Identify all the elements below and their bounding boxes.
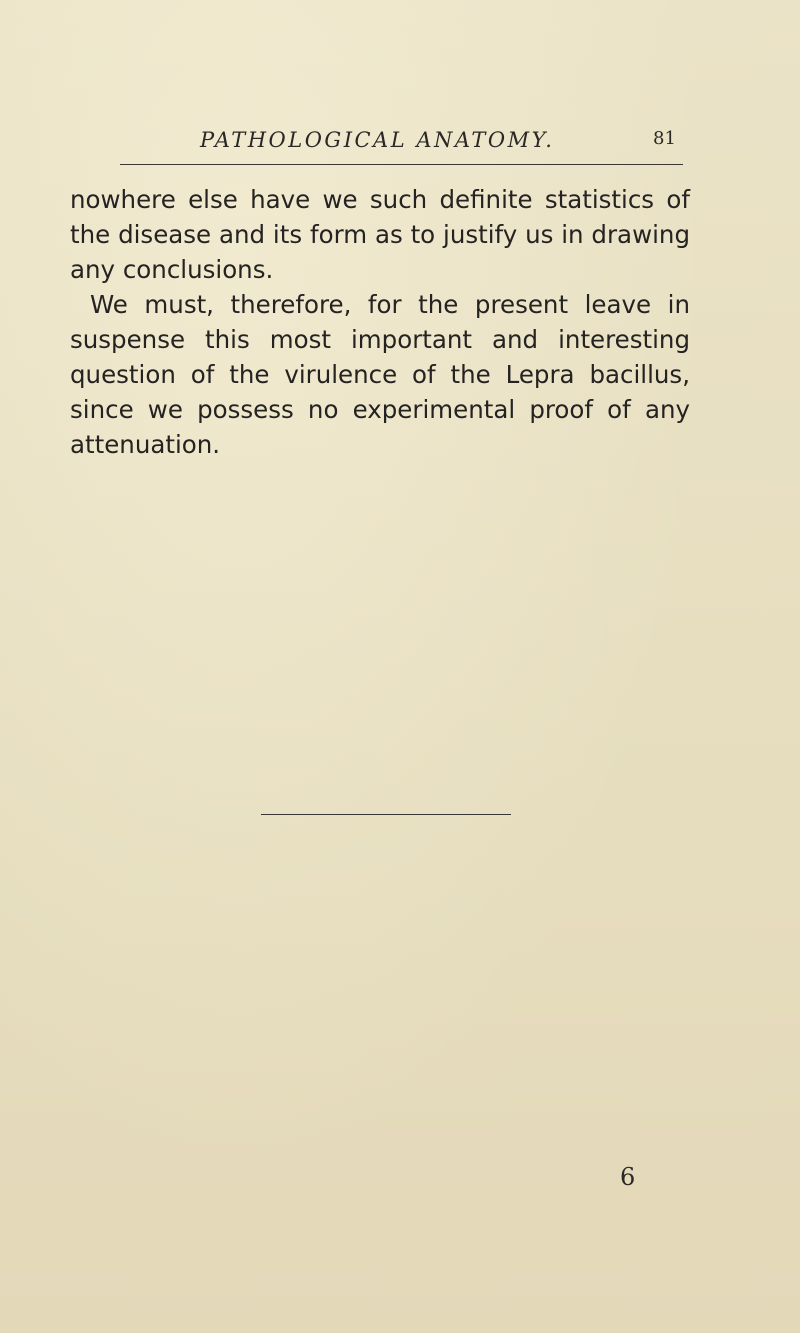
text-line: attenuation.	[70, 430, 221, 459]
section-end-rule	[261, 814, 511, 815]
text-line: the disease and its form as to justify us in drawing	[70, 220, 690, 249]
text-line: any conclusions.	[70, 255, 274, 284]
running-head: PATHOLOGICAL ANATOMY.	[200, 128, 555, 152]
text-line: question of the virulence of the Lepra bacillus,	[70, 360, 690, 389]
text-line: We must, therefore, for the present leave in	[90, 290, 690, 319]
text-line: nowhere else have we such definite statistics of	[70, 185, 690, 214]
text-line: since we possess no experimental proof of any	[70, 395, 690, 424]
body-text	[70, 182, 690, 462]
signature-mark: 6	[620, 1163, 636, 1191]
page-number: 81	[653, 128, 676, 149]
text-line: suspense this most important and interesting	[70, 325, 690, 354]
header-rule	[120, 164, 683, 165]
